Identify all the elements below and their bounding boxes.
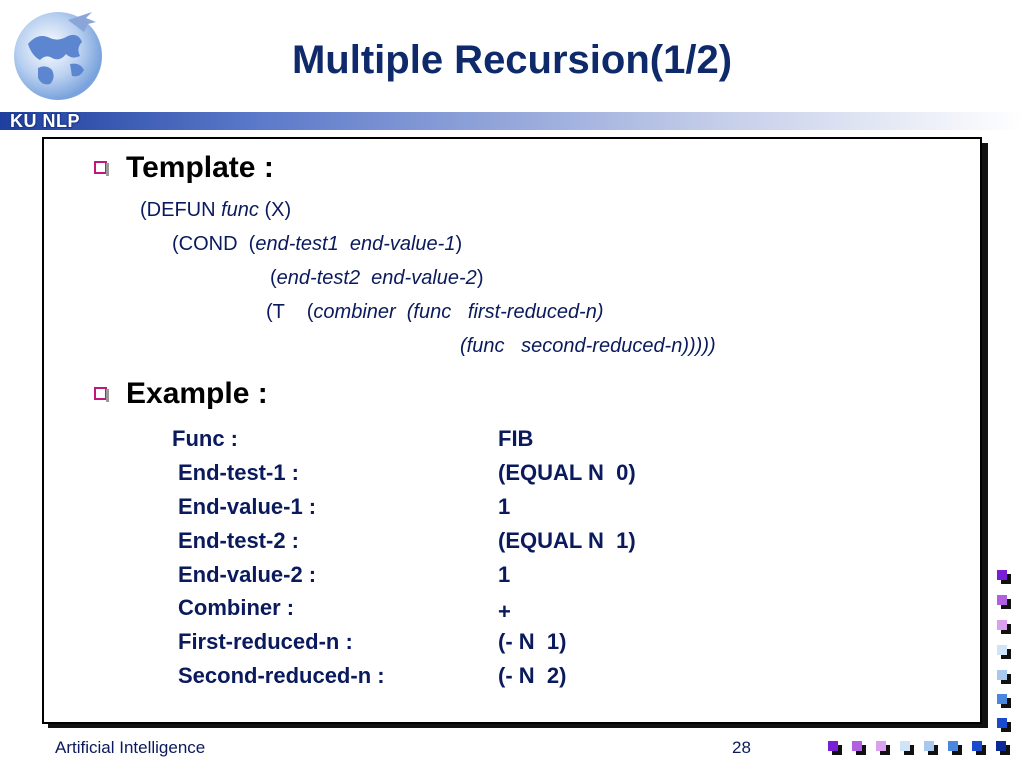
footer-course-title: Artificial Intelligence: [55, 738, 206, 757]
decor-square-icon: [852, 741, 862, 751]
example-value: (EQUAL N 0): [498, 460, 636, 485]
example-label: End-test-2 :: [178, 528, 299, 553]
decor-square-icon: [997, 670, 1007, 680]
decor-square-icon: [876, 741, 886, 751]
example-value: (EQUAL N 1): [498, 528, 636, 553]
example-label: Func :: [172, 426, 238, 451]
example-label: Combiner :: [178, 595, 295, 620]
example-value: (- N 1): [498, 629, 567, 654]
example-label: End-value-1 :: [178, 494, 317, 519]
page-number: 28: [732, 738, 751, 757]
example-value: (- N 2): [498, 663, 567, 688]
example-value: FIB: [498, 426, 534, 451]
logo-text: KU NLP: [10, 111, 80, 131]
decor-square-icon: [997, 694, 1007, 704]
example-heading: Example :: [126, 377, 268, 410]
template-line-1: (DEFUN func (X): [140, 199, 292, 221]
decor-square-icon: [997, 645, 1007, 655]
bullet-icon: [94, 161, 107, 174]
decor-square-icon: [924, 741, 934, 751]
example-label: End-test-1 :: [178, 460, 299, 485]
decor-square-icon: [997, 595, 1007, 605]
template-line-3: (end-test2 end-value-2): [270, 267, 484, 289]
template-heading: Template :: [126, 151, 274, 184]
template-line-4: (T (combiner (func first-reduced-n): [266, 301, 604, 323]
example-value: +: [498, 599, 511, 624]
decor-square-icon: [996, 741, 1006, 751]
decor-square-icon: [972, 741, 982, 751]
title-bar: [0, 112, 1024, 130]
example-label: Second-reduced-n :: [178, 663, 385, 688]
content-panel: [42, 137, 982, 724]
decor-square-icon: [997, 620, 1007, 630]
decor-square-icon: [997, 570, 1007, 580]
decor-square-icon: [900, 741, 910, 751]
bullet-icon: [94, 387, 107, 400]
example-label: First-reduced-n :: [178, 629, 353, 654]
decor-square-icon: [997, 718, 1007, 728]
decor-square-icon: [828, 741, 838, 751]
slide-title: Multiple Recursion(1/2): [291, 38, 733, 82]
decor-square-icon: [948, 741, 958, 751]
template-line-2: (COND (end-test1 end-value-1): [172, 233, 463, 255]
example-value: 1: [498, 562, 511, 587]
example-value: 1: [498, 494, 511, 519]
example-label: End-value-2 :: [178, 562, 317, 587]
template-line-5: (func second-reduced-n))))): [460, 335, 716, 357]
